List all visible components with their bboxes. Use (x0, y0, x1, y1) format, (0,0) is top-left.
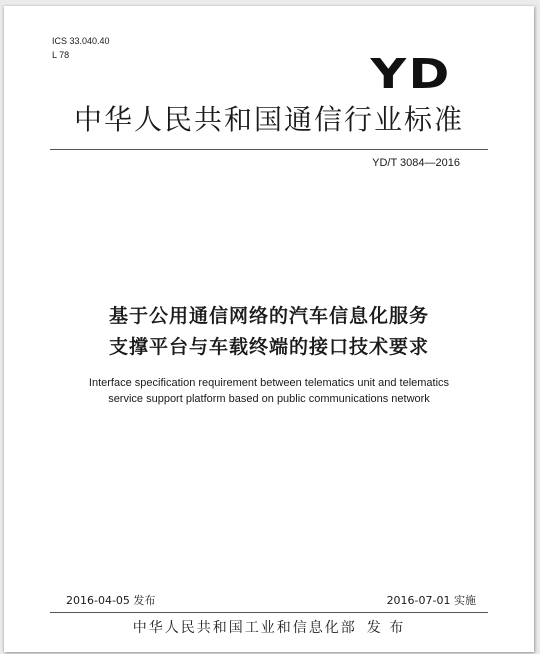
publish-label: 发 布 (366, 620, 406, 636)
ics-code: ICS 33.040.40 (52, 36, 110, 46)
title-english-line-2: service support platform based on public communications network (108, 393, 430, 405)
document-page (4, 6, 534, 652)
bottom-divider (50, 612, 488, 613)
standard-type-heading: 中华人民共和国通信行业标准 (73, 103, 464, 136)
issuer-line (4, 618, 534, 638)
top-divider (50, 149, 488, 150)
issue-date: 2016-04-05 发布 (66, 594, 156, 607)
title-chinese-line-2: 支撑平台与车载终端的接口技术要求 (108, 336, 429, 358)
yd-logo: YD (370, 50, 452, 98)
issuer-name: 中华人民共和国工业和信息化部 (132, 620, 357, 636)
implementation-date: 2016-07-01 实施 (386, 594, 476, 607)
title-english-line-1: Interface specification requirement between telematics unit and telematics (88, 377, 450, 389)
classification-code: L 78 (52, 50, 70, 60)
title-chinese-line-1: 基于公用通信网络的汽车信息化服务 (108, 305, 429, 327)
standard-number: YD/T 3084—2016 (372, 157, 460, 169)
